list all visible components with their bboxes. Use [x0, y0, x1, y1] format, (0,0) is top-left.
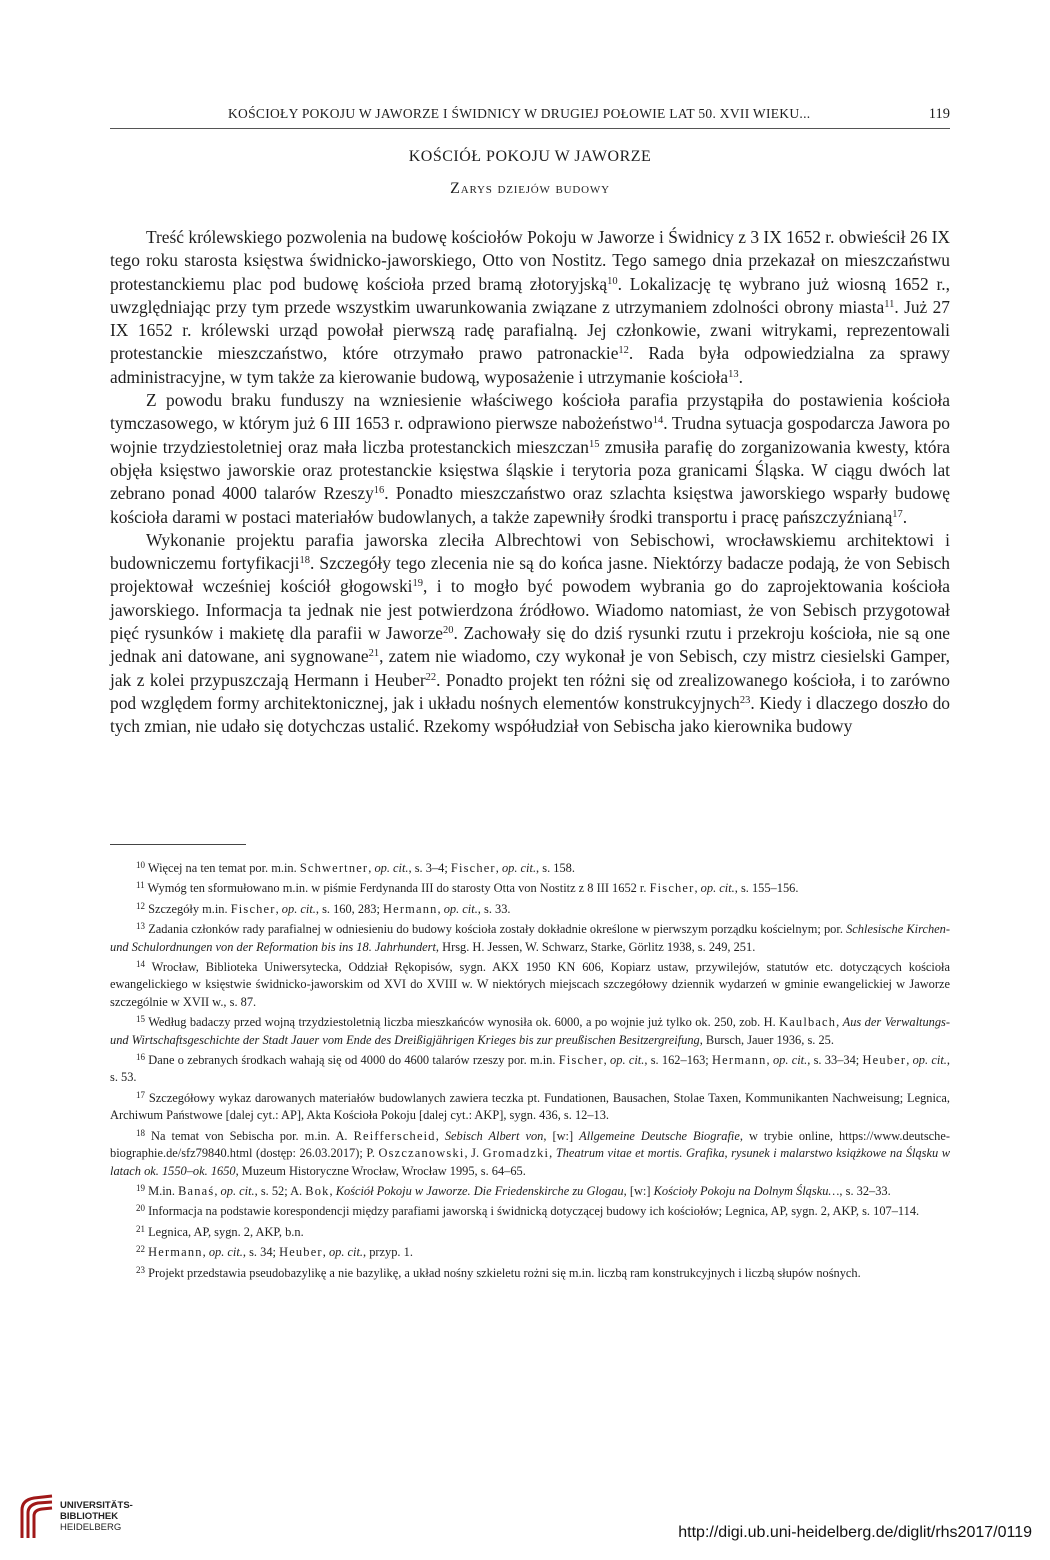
fn-italic: Aus der Verwaltungs- und Wirtschaftsgeschichte der Stadt Jauer vom Ende des Dreißigjährigen Krieges bis zur preußischen Besitzergreifung [110, 1015, 950, 1047]
fn-text: Według badaczy przed wojną trzydziestoletnią liczba mieszkańców wynosiła ok. 6000, a po wojnie już tylko ok. 250, zob. H. [148, 1015, 780, 1030]
fn-author: Bok [305, 1183, 330, 1198]
library-name [60, 1500, 133, 1533]
fn-text: , s. 155–156. [734, 881, 799, 896]
fn-text: Szczegóły m.in. [148, 901, 231, 916]
footnote-10 [110, 860, 950, 877]
fn-text: , [214, 1183, 221, 1198]
footnote-11 [110, 880, 950, 897]
fn-text: , s. 33. [477, 901, 511, 916]
fn-text: , [435, 1128, 445, 1143]
fn-text: , [368, 861, 375, 875]
footnote-number: 16 [136, 1052, 145, 1063]
fn-author: Fischer [450, 861, 496, 875]
fn-text: , s. 34; [242, 1245, 280, 1260]
footnote-19 [110, 1183, 950, 1200]
body-text [110, 226, 950, 739]
footnote-ref-16[interactable]: 16 [373, 485, 385, 497]
paragraph-1 [110, 226, 950, 389]
text-run: . Ponadto projekt ten różni się od zrealizowanego kościoła, i to zarówno pod względem formy architektonicznej, jak i układu nośnych elementów konstrukcyjnych [110, 669, 950, 713]
fn-italic: op. cit. [610, 1053, 645, 1068]
fn-text: , [437, 901, 444, 916]
logo-line: BIBLIOTHEK [60, 1511, 119, 1522]
fn-text: , [w:] [543, 1128, 580, 1143]
footnote-ref-19[interactable]: 19 [412, 578, 423, 590]
text-run: . Szczegóły tego zlecenia nie są do końca jasne. Niektórzy badacze podają, że von Sebisch projektował wcześniej kościół głogowski [110, 553, 950, 597]
logo-line: HEIDELBERG [60, 1522, 122, 1533]
footnote-ref-23[interactable]: 23 [739, 694, 751, 706]
section-title: KOŚCIÓŁ POKOJU W JAWORZE [408, 148, 652, 165]
text-run: Z powodu braku funduszy na wzniesienie właściwego kościoła parafia przystąpiła do postawienia kościoła tymczasowego, w którym już 6 III 1653 r. odprawiono pierwsze nabożeństwo [110, 390, 950, 434]
footnote-number: 18 [136, 1127, 145, 1138]
text-run: . Rada była odpowiedzialna za sprawy administracyjne, w tym także za kierowanie budową, wyposażenie i utrzymanie kościoła [110, 343, 950, 387]
footnote-ref-12[interactable]: 12 [618, 345, 629, 357]
footnote-15 [110, 1014, 950, 1049]
fn-author: Kaulbach [779, 1015, 837, 1030]
fn-text: , Hrsg. H. Jessen, W. Schwarz, Starke, Görlitz 1938, s. 249, 251. [435, 939, 756, 954]
footnote-number: 13 [136, 921, 145, 932]
footnote-number: 11 [136, 880, 145, 891]
fn-text: Legnica, AP, sygn. 2, AKP, b.n. [148, 1224, 304, 1239]
fn-italic: Kościół Pokoju w Jaworze. Die Friedenskirche zu Glogau [335, 1183, 624, 1198]
text-run: . [902, 506, 908, 527]
footnote-number: 23 [136, 1264, 145, 1275]
fn-text: , s. 33–34; [807, 1053, 863, 1068]
footnote-ref-10[interactable]: 10 [607, 275, 618, 287]
fn-italic: Sebisch Albert von [444, 1128, 544, 1143]
fn-author: Heuber [279, 1245, 323, 1260]
fn-author: Gromadzki [482, 1146, 550, 1161]
fn-text: , [329, 1183, 336, 1198]
section-subtitle: Zarys dziejów budowy [450, 180, 610, 197]
text-run: . [738, 366, 743, 387]
text-run: . Lokalizację tę wybrano już wiosną 1652 r., uwzględniając przy tym przede wszystkim uwarunkowania związane z utrzymaniem zdolności obrony miasta [110, 273, 951, 317]
fn-text: , [836, 1015, 843, 1030]
text-run: . Kiedy i dlaczego doszło do tych zmian, nie udało się dotychczas ustalić. Rzekomy współudział von Sebischa jako kierownika budowy [110, 692, 950, 737]
fn-text: , s. 32–33. [839, 1183, 891, 1198]
fn-author: Hermann [712, 1053, 767, 1068]
footnote-ref-20[interactable]: 20 [443, 625, 454, 637]
fn-author: Fischer [558, 1053, 604, 1068]
footnote-number: 17 [136, 1089, 145, 1100]
text-run: . Już 27 IX 1652 r. królewski urząd powołał pierwszą radę parafialną. Jej członkowie, zwani witrykami, reprezentowali protestanckie mieszczaństwo, które otrzymało prawo patronackie [110, 296, 950, 364]
footnote-16 [110, 1052, 950, 1087]
footnote-ref-18[interactable]: 18 [299, 555, 311, 567]
fn-text: Wrocław, Biblioteka Uniwersytecka, Oddział Rękopisów, sygn. AKX 1950 KN 606, Kopiarz ustaw, przywilejów, statutów etc. dotyczących kościoła ewangelickiego w księstwie świdnicko-jaworskim od XVI do XVIII w. W niektórych miejscach szczegółowy dziennik wydarzeń w gminie ewangelickiej w Jaworze szczególnie w XVII w., s. 87. [110, 960, 950, 1009]
fn-text: , [275, 901, 282, 916]
fn-italic: Schlesische Kirchen- und Schulordnungen von der Reformation bis ins 18. Jahrhundert [110, 922, 950, 954]
footnote-17 [110, 1090, 950, 1125]
paragraph-2 [110, 389, 950, 529]
fn-text: , s. 53. [110, 1053, 950, 1085]
fn-author: Reifferscheid [353, 1128, 436, 1143]
fn-author: Fischer [230, 901, 276, 916]
fn-author: Hermann [148, 1245, 203, 1260]
footnote-14 [110, 959, 950, 1011]
fn-text: Dane o zebranych środkach wahają się od 4000 do 4600 talarów rzeszy por. m.in. [148, 1053, 559, 1068]
footnote-23 [110, 1265, 950, 1282]
fn-author: Fischer [649, 881, 695, 896]
footnote-number: 10 [136, 860, 145, 870]
fn-text: Na temat von Sebischa por. m.in. A. [151, 1128, 354, 1143]
fn-author: Schwertner [299, 861, 369, 875]
text-run: . Zachowały się do dziś rysunki rzutu i przekroju kościoła, nie są one jednak ani datowane, ani sygnowane [110, 623, 950, 667]
fn-italic: op. cit. [772, 1053, 808, 1068]
text-run: , zatem nie wiadomo, czy wykonał je von Sebisch, czy mistrz ciesielski Gamper, jak z kolei przypuszczają Hermann i Heuber [110, 646, 950, 690]
fn-text: , [202, 1245, 209, 1260]
footnote-ref-22[interactable]: 22 [425, 671, 437, 683]
fn-text: M.in. [148, 1183, 179, 1198]
footnote-12 [110, 901, 950, 918]
fn-text: , [603, 1053, 611, 1068]
fn-italic: op. cit. [208, 1245, 243, 1260]
fn-italic: op. cit. [220, 1183, 255, 1198]
fn-italic: op. cit. [443, 901, 478, 916]
text-run: Wykonanie projektu parafia jaworska zleciła Albrechtowi von Sebischowi, wrocławskiemu architektowi i budowniczemu fortyfikacji [110, 529, 950, 574]
footnote-ref-11[interactable]: 11 [884, 298, 895, 310]
footnote-number: 22 [136, 1244, 145, 1255]
footnote-ref-13[interactable]: 13 [728, 368, 739, 380]
fn-text: , [906, 1053, 913, 1068]
fn-text: , [694, 881, 701, 896]
running-header [110, 106, 950, 129]
footnote-ref-14[interactable]: 14 [652, 415, 664, 427]
running-title: KOŚCIOŁY POKOJU W JAWORZE I ŚWIDNICY W DRUGIEJ POŁOWIE LAT 50. XVII WIEKU... [228, 106, 811, 121]
footnote-ref-15[interactable]: 15 [588, 438, 600, 450]
fn-text: , s. 52; A. [254, 1183, 306, 1198]
fn-text: , Bursch, Jauer 1936, s. 25. [699, 1032, 834, 1047]
fn-text: , [766, 1053, 773, 1068]
fn-text: Informacja na podstawie korespondencji między parafiami jaworską i świdnicką dotyczącej budowy ich kościołów; Legnica, AP, sygn. 2, AKP, s. 107–114. [148, 1204, 920, 1219]
footnote-number: 14 [136, 959, 145, 970]
footnote-13 [110, 921, 950, 956]
fn-text: , s. 162–163; [644, 1053, 713, 1068]
text-run: Treść królewskiego pozwolenia na budowę kościołów Pokoju w Jaworze i Świdnicy z 3 IX 1652 r. obwieścił 26 IX tego roku starosta księstwa świdnicko-jaworskiego, Otto von Nostitz. Tego samego dnia przekazał on mieszczaństwu protestanckiemu plac pod budowę kościoła przed bramą złotoryjską [110, 227, 950, 294]
footnote-ref-21[interactable]: 21 [368, 648, 380, 660]
fn-italic: op. cit. [912, 1053, 947, 1068]
fn-text: Projekt przedstawia pseudobazylikę a nie bazylikę, a układ nośny szkieletu rożni się m.in. liczbą ram konstrukcyjnych i liczbą słupów nośnych. [148, 1265, 861, 1280]
fn-text: , w trybie online, https://www.deutsche-biographie.de/sfz79840.html (dostęp: 26.03.2017); P. [110, 1128, 950, 1161]
fn-author: Hermann [383, 901, 438, 916]
footnote-21 [110, 1224, 950, 1241]
paragraph-3 [110, 529, 950, 739]
footnote-number: 20 [136, 1203, 145, 1214]
fn-text: , przyp. 1. [363, 1245, 413, 1260]
library-emblem-icon [14, 1494, 58, 1542]
logo-line: UNIVERSITÄTS- [60, 1500, 133, 1511]
fn-text: Wymóg ten sformułowano m.in. w piśmie Ferdynanda III do starosty Otta von Nostitz z 8 III 1652 r. [147, 881, 650, 896]
fn-italic: op. cit. [374, 861, 409, 875]
fn-text: , J. [464, 1146, 483, 1161]
text-run: , i to mogło być powodem wybrania go do zaprojektowania kościoła jaworskiego. Informacja ta jednak nie jest potwierdzona źródłowo. Wiadomo natomiast, że von Sebisch przygotował pięć rysunków i makietę dla parafii w Jaworze [110, 576, 951, 644]
footnote-22 [110, 1244, 950, 1261]
fn-text: , s. 158. [536, 861, 575, 875]
footnote-number: 19 [136, 1182, 145, 1193]
fn-text: , [549, 1146, 556, 1161]
footnote-number: 15 [136, 1014, 145, 1025]
fn-text: , s. 160, 283; [315, 901, 383, 916]
fn-italic: op. cit. [328, 1245, 364, 1260]
fn-author: Heuber [862, 1053, 907, 1068]
fn-text: , [322, 1245, 329, 1260]
fn-author: Banaś [178, 1183, 215, 1198]
fn-italic: op. cit. [281, 901, 316, 916]
text-run: . Trudna sytuacja gospodarcza Jawora po wojnie trzydziestoletniej oraz mała liczba protestanckich mieszczan [110, 413, 950, 457]
fn-text: , [w:] [623, 1183, 654, 1198]
footnote-number: 21 [136, 1223, 145, 1234]
fn-author: Oszczanowski [378, 1146, 465, 1161]
fn-italic: Theatrum vitae et mortis. Grafika, rysunek i malarstwo książkowe na Śląsku w latach ok. 1550–ok. 1650 [110, 1146, 951, 1178]
fn-text: , [495, 861, 502, 875]
source-url[interactable]: http://digi.ub.uni-heidelberg.de/diglit/rhs2017/0119 [678, 1524, 1032, 1541]
fn-text: , s. 3–4; [408, 861, 451, 875]
fn-text: Więcej na ten temat por. m.in. [147, 861, 300, 875]
page-number: 119 [928, 106, 950, 122]
text-run: zmusiła parafię do zorganizowania kwesty, która objęła księstwo jaworskie oraz protestanckie księstwa śląskie i terytoria poza granicami Śląska. W ciągu dwóch lat zebrano ponad 4000 talarów Rzeszy [110, 436, 950, 504]
text-run: . Ponadto mieszczaństwo oraz szlachta księstwa jaworskiego wsparły budowę kościoła darami w postaci materiałów budowlanych, a także zapewniły środki transportu i pracę pańszczyźnianą [110, 483, 950, 527]
fn-italic: Kościoły Pokoju na Dolnym Śląsku… [653, 1183, 840, 1198]
fn-text: Zadania członków rady parafialnej w odniesieniu do budowy kościoła zostały dokładnie określone w pierwszym porządku kościelnym; por. [148, 922, 847, 937]
footnote-number: 12 [136, 900, 145, 911]
footnote-ref-17[interactable]: 17 [892, 508, 903, 520]
fn-italic: op. cit. [501, 861, 537, 875]
fn-text: , Muzeum Historyczne Wrocław, Wrocław 1995, s. 64–65. [235, 1163, 526, 1178]
fn-italic: op. cit. [700, 881, 735, 896]
library-logo [14, 1494, 154, 1544]
footnote-20 [110, 1203, 950, 1220]
footnotes [110, 860, 950, 1285]
footnote-18 [110, 1128, 950, 1180]
fn-text: Szczegółowy wykaz darowanych materiałów budowlanych zawiera teczka pt. Fundationen, Bausachen, Stolae Taxen, Kommunikanten Nachweisung; Legnica, Archiwum Państwowe [dalej cyt.: AP], Akta Kościoła Pokoju [dalej cyt.: AKP], sygn. 436, s. 12–13. [110, 1090, 950, 1123]
fn-italic: Allgemeine Deutsche Biografie [579, 1128, 740, 1143]
footnote-divider [110, 844, 246, 845]
